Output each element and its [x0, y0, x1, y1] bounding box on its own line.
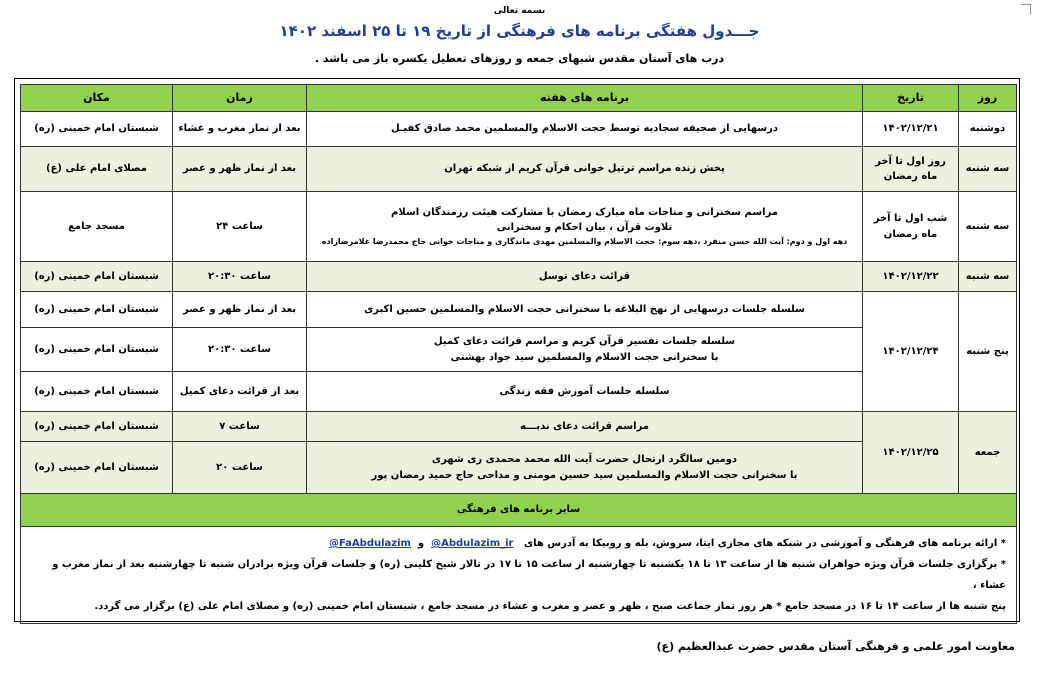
cell-program: پخش زنده مراسم ترتیل خوانی قرآن کریم از شبکه تهران: [307, 147, 863, 192]
cell-time: ساعت ۲۰: [173, 442, 307, 494]
weekly-schedule-table: [20, 84, 1017, 624]
announcement-line: [31, 533, 1006, 554]
cell-time: ساعت ۷: [173, 412, 307, 442]
handle-abdulazim-ir[interactable]: @Abdulazim_ir: [431, 538, 514, 549]
cell-place: مسجد جامع: [21, 192, 173, 262]
cell-time: بعد از نماز مغرب و عشاء: [173, 112, 307, 147]
cell-day: سه شنبه: [959, 262, 1017, 292]
cell-time: بعد از نماز ظهر و عصر: [173, 147, 307, 192]
cell-date: ۱۴۰۲/۱۲/۲۴: [863, 292, 959, 412]
cell-time: ساعت ۲۰:۳۰: [173, 328, 307, 372]
column-header-program: برنامه های هفته: [307, 85, 863, 112]
cell-date: ۱۴۰۲/۱۲/۲۵: [863, 412, 959, 494]
bismillah: بسمه تعالی: [493, 6, 546, 16]
program-note: دهه اول و دوم: آیت الله حسن منفرد ،دهه سوم: حجت الاسلام والمسلمین مهدی ماندگاری و مناجات خوانی حاج محمدرضا غلامرضازاده: [321, 236, 848, 246]
table-row: [21, 192, 1017, 262]
cell-day: جمعه: [959, 412, 1017, 494]
table-row: [21, 292, 1017, 328]
cell-place: مصلای امام علی (ع): [21, 147, 173, 192]
cell-place: شبستان امام خمینی (ره): [21, 112, 173, 147]
cell-date: ۱۴۰۲/۱۲/۲۲: [863, 262, 959, 292]
table-row: [21, 412, 1017, 442]
column-header-time: زمان: [173, 85, 307, 112]
cell-program: قرائت دعای توسل: [307, 262, 863, 292]
program-line: دومین سالگرد ارتحال حضرت آیت الله محمد محمدی ری شهری: [431, 454, 738, 465]
cell-program: [307, 328, 863, 372]
table-header-row: [21, 85, 1017, 112]
cell-program: [307, 192, 863, 262]
cell-place: شبستان امام خمینی (ره): [21, 442, 173, 494]
table-row: [21, 112, 1017, 147]
cell-time: ساعت ۲۴: [173, 192, 307, 262]
program-line: تلاوت قرآن ، بیان احکام و سخنرانی: [496, 222, 673, 234]
cell-time: بعد از قرائت دعای کمیل: [173, 372, 307, 412]
announcement-line: * برگزاری جلسات قرآن ویژه خواهران شنبه ها از ساعت ۱۳ تا ۱۸ یکشنبه تا چهارشنبه از ساعت ۱۵ تا ۱۷ در تالار شیخ کلینی (ره) و جلسات قرآن ویژه برادران شنبه تا چهارشنبه بعد از نماز مغرب و عشاء ،: [52, 559, 1006, 591]
cell-program: سلسله جلسات درسهایی از نهج البلاغه با سخنرانی حجت الاسلام والمسلمین حسین اکبری: [307, 292, 863, 328]
page-subtitle: درب های آستان مقدس شبهای جمعه و روزهای تعطیل یکسره باز می باشد .: [314, 52, 725, 65]
announcement-line: پنج شنبه ها از ساعت ۱۴ تا ۱۶ در مسجد جامع * هر روز نماز جماعت صبح ، ظهر و عصر و مغرب و عشاء در مسجد جامع ، شبستان امام خمینی (ره) و مصلای امام علی (ع) برگزار می گردد.: [94, 601, 1006, 612]
table-row: [21, 147, 1017, 192]
program-line: با سخنرانی حجت الاسلام والمسلمین سید حسین مومنی و مداحی حاج حمید رمضان پور: [371, 469, 798, 481]
footer-signature: معاونت امور علمی و فرهنگی آستان مقدس حضرت عبدالعظیم (ع): [656, 640, 1015, 653]
cell-program: [307, 442, 863, 494]
announcements: [21, 527, 1017, 624]
cell-place: شبستان امام خمینی (ره): [21, 292, 173, 328]
cell-day: سه شنبه: [959, 192, 1017, 262]
program-line: با سخنرانی حجت الاسلام والمسلمین سید جواد بهشتی: [450, 351, 719, 363]
cell-day: پنج شنبه: [959, 292, 1017, 412]
cell-day: دوشنبه: [959, 112, 1017, 147]
cell-time: بعد از نماز ظهر و عصر: [173, 292, 307, 328]
conjunction-text: و: [417, 538, 425, 549]
cell-date: ۱۴۰۲/۱۲/۲۱: [863, 112, 959, 147]
cell-date: روز اول تا آخر ماه رمضان: [863, 147, 959, 192]
announcement-text: * ارائه برنامه های فرهنگی و آموزشی در شبکه های مجازی ایتا، سروش، بله و روبیکا به آدرس های: [523, 538, 1006, 549]
cell-place: شبستان امام خمینی (ره): [21, 372, 173, 412]
column-header-day: روز: [959, 85, 1017, 112]
column-header-place: مکان: [21, 85, 173, 112]
corner-marker-icon: [1021, 4, 1031, 14]
other-programs-heading-row: [21, 494, 1017, 527]
column-header-date: تاریخ: [863, 85, 959, 112]
cell-place: شبستان امام خمینی (ره): [21, 262, 173, 292]
cell-place: شبستان امام خمینی (ره): [21, 412, 173, 442]
program-line: سلسله جلسات تفسیر قرآن کریم و مراسم قرائت دعای کمیل: [433, 336, 736, 347]
cell-time: ساعت ۲۰:۳۰: [173, 262, 307, 292]
cell-day: سه شنبه: [959, 147, 1017, 192]
cell-program: درسهایی از صحیفه سجادیه توسط حجت الاسلام والمسلمین محمد صادق کفیـل: [307, 112, 863, 147]
cell-program: مراسم قرائت دعای ندبـــه: [307, 412, 863, 442]
cell-place: شبستان امام خمینی (ره): [21, 328, 173, 372]
announcements-row: [21, 527, 1017, 624]
table-row: [21, 262, 1017, 292]
cell-date: شب اول تا آخر ماه رمضان: [863, 192, 959, 262]
page-title: جـــدول هفتگی برنامه های فرهنگی از تاریخ ۱۹ تا ۲۵ اسفند ۱۴۰۲: [279, 22, 760, 40]
handle-faabdulazim[interactable]: @FaAbdulazim: [328, 538, 411, 549]
other-programs-heading: سایر برنامه های فرهنگی: [21, 494, 1017, 527]
cell-program: سلسله جلسات آموزش فقه زندگی: [307, 372, 863, 412]
program-line: مراسم سخنرانی و مناجات ماه مبارک رمضان با مشارکت هیئت رزمندگان اسلام: [390, 206, 778, 218]
